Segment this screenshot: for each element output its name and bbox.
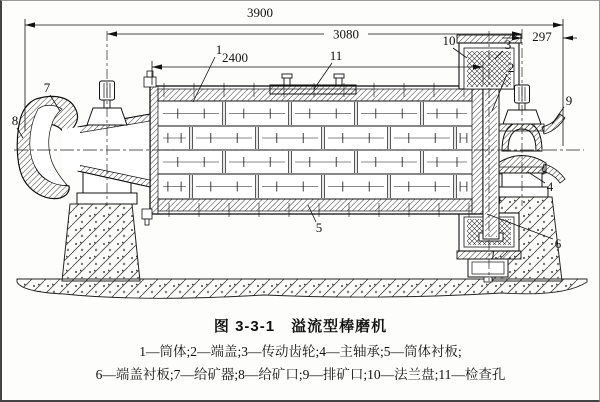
part-label-main-bearing: 4 xyxy=(546,179,554,194)
figure-caption xyxy=(2,307,599,386)
part-label-inspection-hole: 11 xyxy=(329,48,343,63)
dim-bearing-span: 3080 xyxy=(333,26,359,42)
part-label-feeder: 7 xyxy=(43,80,51,95)
part-label-drive-gear: 3 xyxy=(504,37,512,52)
part-label-shell: 1 xyxy=(215,42,223,57)
dim-gear-offset: 297 xyxy=(532,29,552,44)
figure-parts-line-2: 6—端盖衬板;7—给矿器;8—给矿口;9—排矿口;10—法兰盘;11—检查孔 xyxy=(95,367,506,382)
part-label-end-cover: 2 xyxy=(507,60,515,75)
part-label-end-cover-liner: 6 xyxy=(554,236,562,251)
part-label-feed-opening: 8 xyxy=(11,113,19,128)
ground-foundation xyxy=(17,279,587,298)
dim-shell-length: 2400 xyxy=(222,50,248,65)
figure-title: 图 3-3-1 溢流型棒磨机 xyxy=(213,318,388,335)
part-label-flange: 10 xyxy=(442,33,456,48)
feeder-scoop xyxy=(17,96,80,198)
part-label-discharge-opening: 9 xyxy=(565,93,573,108)
dim-overall-length: 3900 xyxy=(247,5,273,20)
inspection-hole-cover xyxy=(270,74,356,94)
left-foundation-pier xyxy=(62,204,140,281)
part-label-shell-liner: 5 xyxy=(315,220,323,235)
figure-parts-line-1: 1—筒体;2—端盖;3—传动齿轮;4—主轴承;5—筒体衬板; xyxy=(139,344,462,359)
rod-mill-technical-drawing xyxy=(2,1,600,313)
